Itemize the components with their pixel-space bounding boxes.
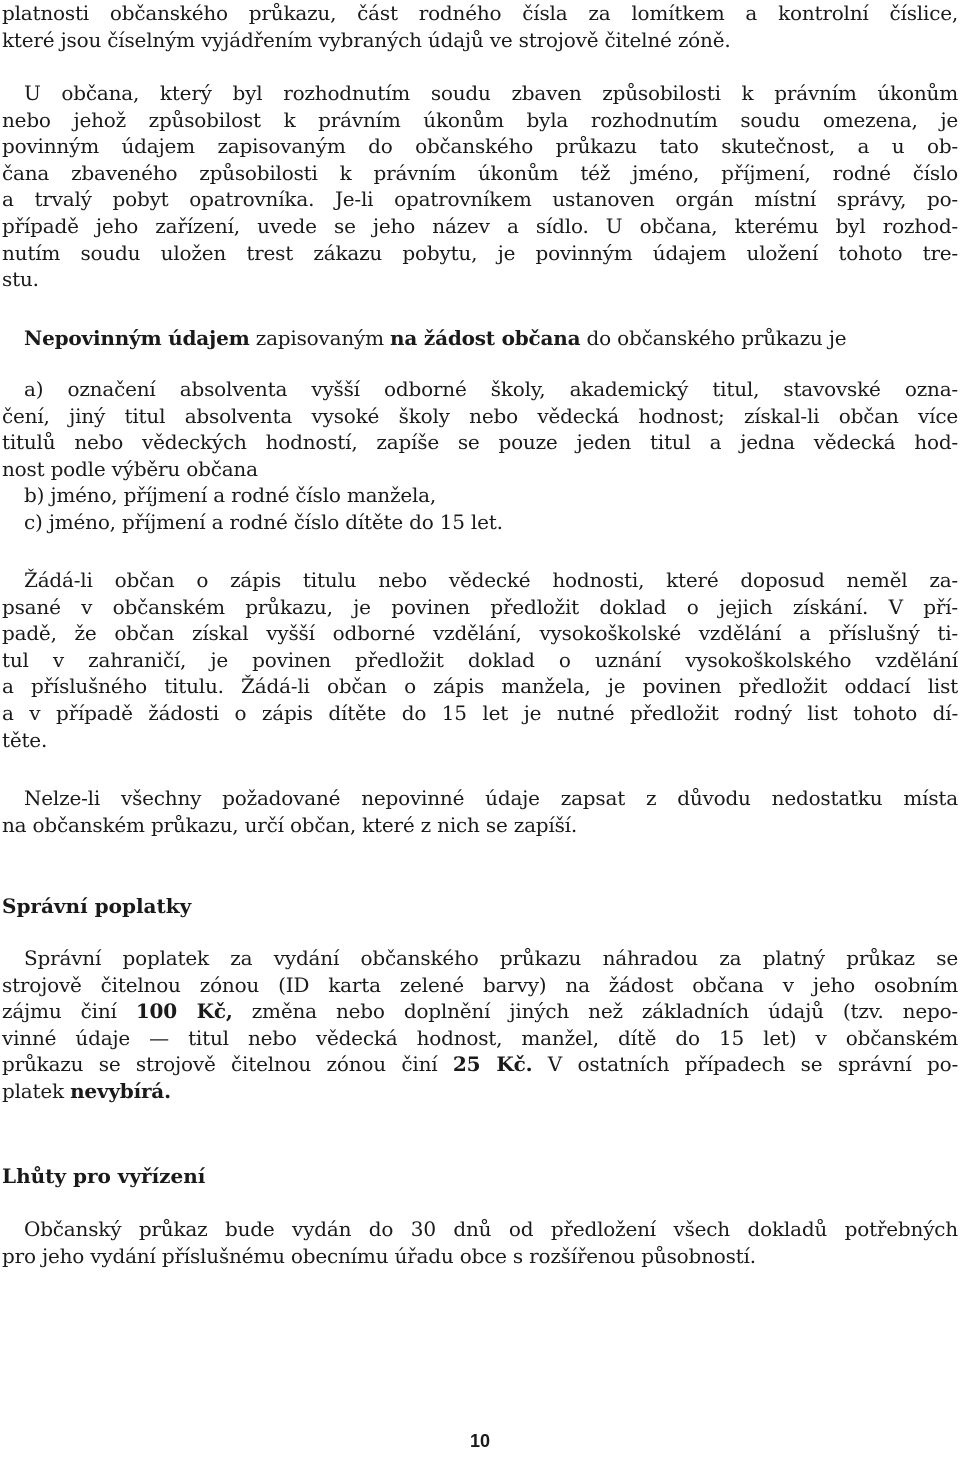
text-line: U občana, který byl rozhodnutím soudu zbaven způsobilosti k právním úkonům [24, 81, 958, 105]
text-line: nutím soudu uložen trest zákazu pobytu, je povinným údajem uložení tohoto tre- [2, 240, 958, 265]
text-line: které jsou číselným vyjádřením vybraných údajů ve strojově čitelné zóně. [2, 27, 731, 52]
list-item-b: b) jméno, příjmení a rodné číslo manžela, [24, 483, 437, 508]
section-heading-fees: Správní poplatky [2, 894, 192, 918]
section-heading-deadlines: Lhůty pro vyřízení [2, 1164, 206, 1188]
list-item-c: c) jméno, příjmení a rodné číslo dítěte do 15 let. [24, 509, 503, 534]
paragraph-legal-capacity [2, 80, 958, 293]
text-line: strojově čitelnou zónou (ID karta zelené barvy) na žádost občana v jeho osobním [2, 972, 958, 997]
text-line: čana zbaveného způsobilosti k právním úkonům též jméno, příjmení, rodné číslo [2, 160, 958, 185]
text-line: povinným údajem zapisovaným do občanského průkazu tato skutečnost, a u ob- [2, 134, 958, 159]
fee-amount: 25 Kč. [452, 1052, 533, 1077]
text-run: změna nebo doplnění jiných než základních údajů (tzv. nepo- [232, 999, 958, 1024]
text-line [2, 1051, 958, 1078]
text-line: nebo jehož způsobilost k právním úkonům byla rozhodnutím soudu omezena, je [2, 107, 958, 132]
text-line: a trvalý pobyt opatrovníka. Je-li opatrovníkem ustanoven orgán místní správy, po- [2, 187, 958, 212]
text-line: vinné údaje — titul nebo vědecká hodnost, manžel, dítě do 15 let) v občanském [2, 1025, 958, 1050]
paragraph-title-request [2, 567, 958, 753]
page-number: 10 [469, 1431, 491, 1451]
text-run: do občanského průkazu je [580, 326, 847, 350]
paragraph-optional-data-list [2, 376, 958, 536]
paragraph-space-limit [2, 785, 958, 838]
text-line: Žádá-li občan o zápis titulu nebo vědecké hodnosti, které doposud neměl za- [24, 568, 958, 592]
text-line: nost podle výběru občana [2, 456, 258, 481]
list-item-a: a) označení absolventa vyšší odborné školy, akademický titul, stavovské ozna- [24, 377, 958, 401]
text-line [2, 1078, 958, 1105]
text-run: průkazu se strojově čitelnou zónou činí [2, 1052, 453, 1077]
text-line: padě, že občan získal vyšší odborné vzdělání, vysokoškolské vzdělání a příslušný ti- [2, 621, 958, 646]
text-line: a příslušného titulu. Žádá-li občan o zápis manžela, je povinen předložit oddací list [2, 674, 958, 699]
text-line: stu. [2, 267, 39, 292]
text-line: pro jeho vydání příslušnému obecnímu úřadu obce s rozšířenou působností. [2, 1243, 756, 1268]
bold-term: Nepovinným údajem [24, 326, 250, 350]
text-run: V ostatních případech se správní po- [532, 1052, 958, 1077]
paragraph-fees [2, 945, 958, 1105]
fee-amount: 100 Kč, [135, 999, 233, 1024]
text-line: Nelze-li všechny požadované nepovinné údaje zapsat z důvodu nedostatku místa [24, 786, 958, 810]
text-line: platnosti občanského průkazu, část rodného čísla za lomítkem a kontrolní číslice, [2, 1, 958, 25]
paragraph-zone-digits [2, 0, 958, 53]
paragraph-optional-data-intro [2, 325, 958, 352]
text-line: psané v občanském průkazu, je povinen předložit doklad o jejich získání. V pří- [2, 594, 958, 619]
text-line: Občanský průkaz bude vydán do 30 dnů od předložení všech dokladů potřebných [24, 1217, 958, 1241]
text-line [2, 998, 958, 1025]
text-run: platek [2, 1078, 71, 1103]
bold-term: nevybírá. [70, 1078, 171, 1103]
text-line: čení, jiný titul absolventa vysoké školy nebo vědecká hodnost; získal-li občan více [2, 403, 958, 428]
paragraph-deadline [2, 1216, 958, 1269]
text-line: na občanském průkazu, určí občan, které z nich se zapíší. [2, 812, 578, 837]
text-line: titulů nebo vědeckých hodností, zapíše se pouze jeden titul a jedna vědecká hod- [2, 430, 958, 455]
text-line: a v případě žádosti o zápis dítěte do 15 let je nutné předložit rodný list tohoto dí- [2, 700, 958, 725]
text-line: Správní poplatek za vydání občanského průkazu náhradou za platný průkaz se [24, 946, 958, 970]
text-run: zapisovaným [249, 326, 391, 350]
bold-term: na žádost občana [390, 326, 581, 350]
text-line: případě jeho zařízení, uvede se jeho název a sídlo. U občana, kterému byl rozhod- [2, 213, 958, 238]
text-line: těte. [2, 727, 48, 752]
text-run: zájmu činí [2, 999, 136, 1024]
text-line [2, 325, 958, 352]
text-line: tul v zahraničí, je povinen předložit doklad o uznání vysokoškolského vzdělání [2, 647, 958, 672]
